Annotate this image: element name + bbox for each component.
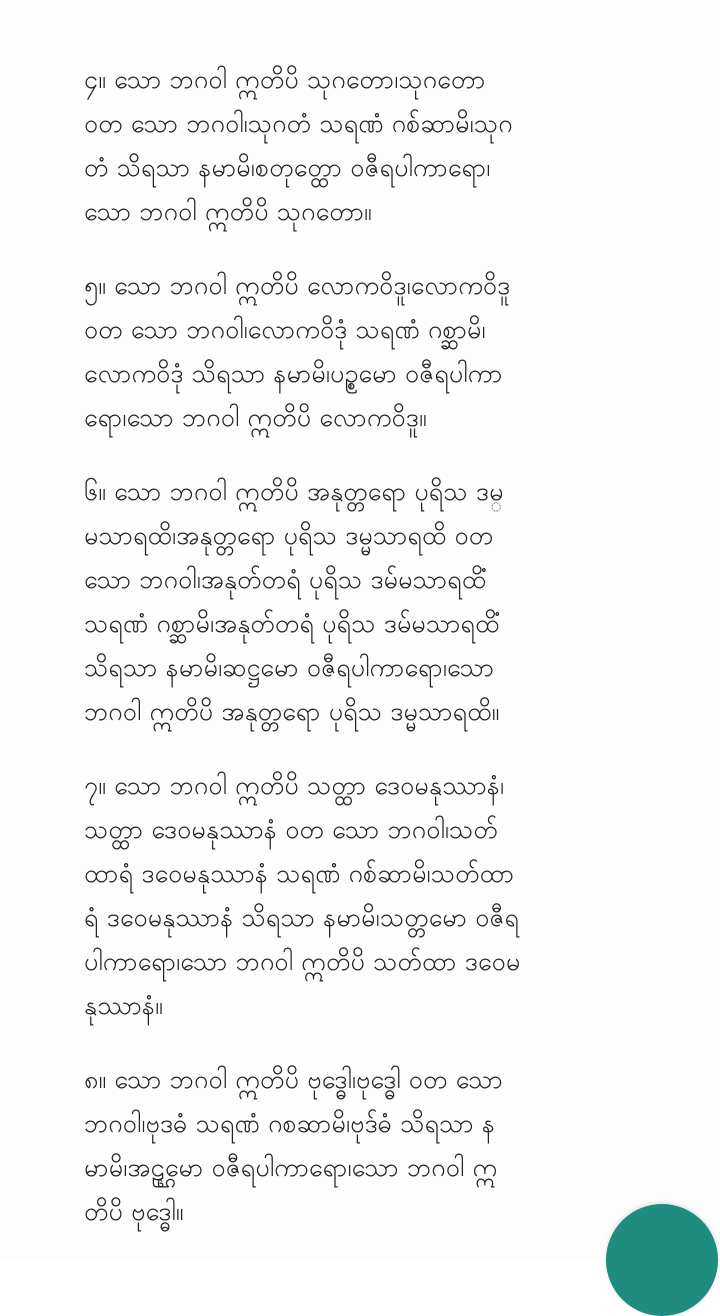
paragraph-5: [84, 264, 644, 440]
text-line: ဘဂဝါ၊ဗုဒဓံ သရဏံ ဂစဆာမိ၊ဗုဒ်ဓံ သိရသာ န: [84, 1109, 496, 1138]
text-line: သရဏံ ဂစ္ဆာမိ၊အနုတ်တရံ ပုရိသ ဒမ်မသာရထိံ: [84, 609, 500, 638]
text-line: မသာရထိ၊အနုတ္တရော ပုရိသ ဒမ္မသာရထိ ဝတ: [84, 521, 494, 550]
floating-action-button[interactable]: [606, 1204, 718, 1316]
document-body: [84, 58, 644, 1264]
text-line: ဝတ သော ဘဂဝါ၊လောကဝိဒုံ သရဏံ ဂစ္ဆာမိ၊: [84, 315, 486, 344]
text-line: ဘဂဝါ ဣတိပိ အနုတ္တရော ပုရိသ ဒမ္မသာရထိ။: [84, 697, 500, 726]
paragraph-4: [84, 58, 644, 234]
paragraph-8: [84, 1058, 644, 1234]
paragraph-6: [84, 470, 644, 734]
text-line: မာမိ၊အဠ္ဌမော ဝဇီရပါကာရော၊သော ဘဂဝါ ဣ: [84, 1153, 498, 1182]
text-line: လောကဝိဒုံ သိရသာ နမာမိ၊ပဉ္စမော ဝဇီရပါကာ: [84, 359, 503, 388]
text-line: တံ သိရသာ နမာမိ၊စတုတ္ထော ဝဇီရပါကာရော၊: [84, 153, 491, 182]
text-line: သော ဘဂဝါ ဣတိပိ သုဂတော။: [84, 197, 372, 226]
text-line: ၅။ သော ဘဂဝါ ဣတိပိ လောကဝိဒူ၊လောကဝိဒူ: [84, 271, 511, 300]
text-line: သတ္ထာ ဒေဝမနုဿာနံ ဝတ သော ဘဂဝါ၊သတ်: [84, 815, 498, 844]
paragraph-7: [84, 764, 644, 1028]
text-line: ပါကာရော၊သော ဘဂဝါ ဣတိပိ သတ်ထာ ဒဝေမ: [84, 947, 521, 976]
text-line: သော ဘဂဝါ၊အနုတ်တရံ ပုရိသ ဒမ်မသာရထိံ: [84, 565, 487, 594]
text-line: ရော၊သော ဘဂဝါ ဣတိပိ လောကဝိဒူ။: [84, 403, 427, 432]
text-line: ဝတ သော ဘဂဝါ၊သုဂတံ သရဏံ ဂစ်ဆာမိ၊သုဂ: [84, 109, 513, 138]
text-line: ရံ ဒဝေမနုဿာနံ သိရသာ နမာမိ၊သတ္တမော ဝဇီရ: [84, 903, 520, 932]
text-line: သိရသာ နမာမိ၊ဆဋ္ဌမော ဝဇီရပါကာရော၊သော: [84, 653, 495, 682]
text-line: ထာရံ ဒဝေမနုဿာနံ သရဏံ ဂစ်ဆာမိ၊သတ်ထာ: [84, 859, 515, 888]
text-line: ၆။ သော ဘဂဝါ ဣတိပိ အနုတ္တရော ပုရိသ ဒမ္: [84, 477, 504, 506]
text-line: ၄။ သော ဘဂဝါ ဣတိပိ သုဂတော၊သုဂတော: [84, 65, 486, 94]
text-line: ၇။ သော ဘဂဝါ ဣတိပိ သတ္ထာ ဒေဝမနုဿာနံ၊: [84, 771, 505, 800]
text-line: တိပိ ဗုဒ္ဓေါ။: [84, 1197, 184, 1226]
text-line: နုဿာနံ။: [84, 991, 163, 1020]
text-line: ၈။ သော ဘဂဝါ ဣတိပိ ဗုဒ္ဓေါ၊ဗုဒ္ဓေါ ဝတ သော: [84, 1065, 503, 1094]
